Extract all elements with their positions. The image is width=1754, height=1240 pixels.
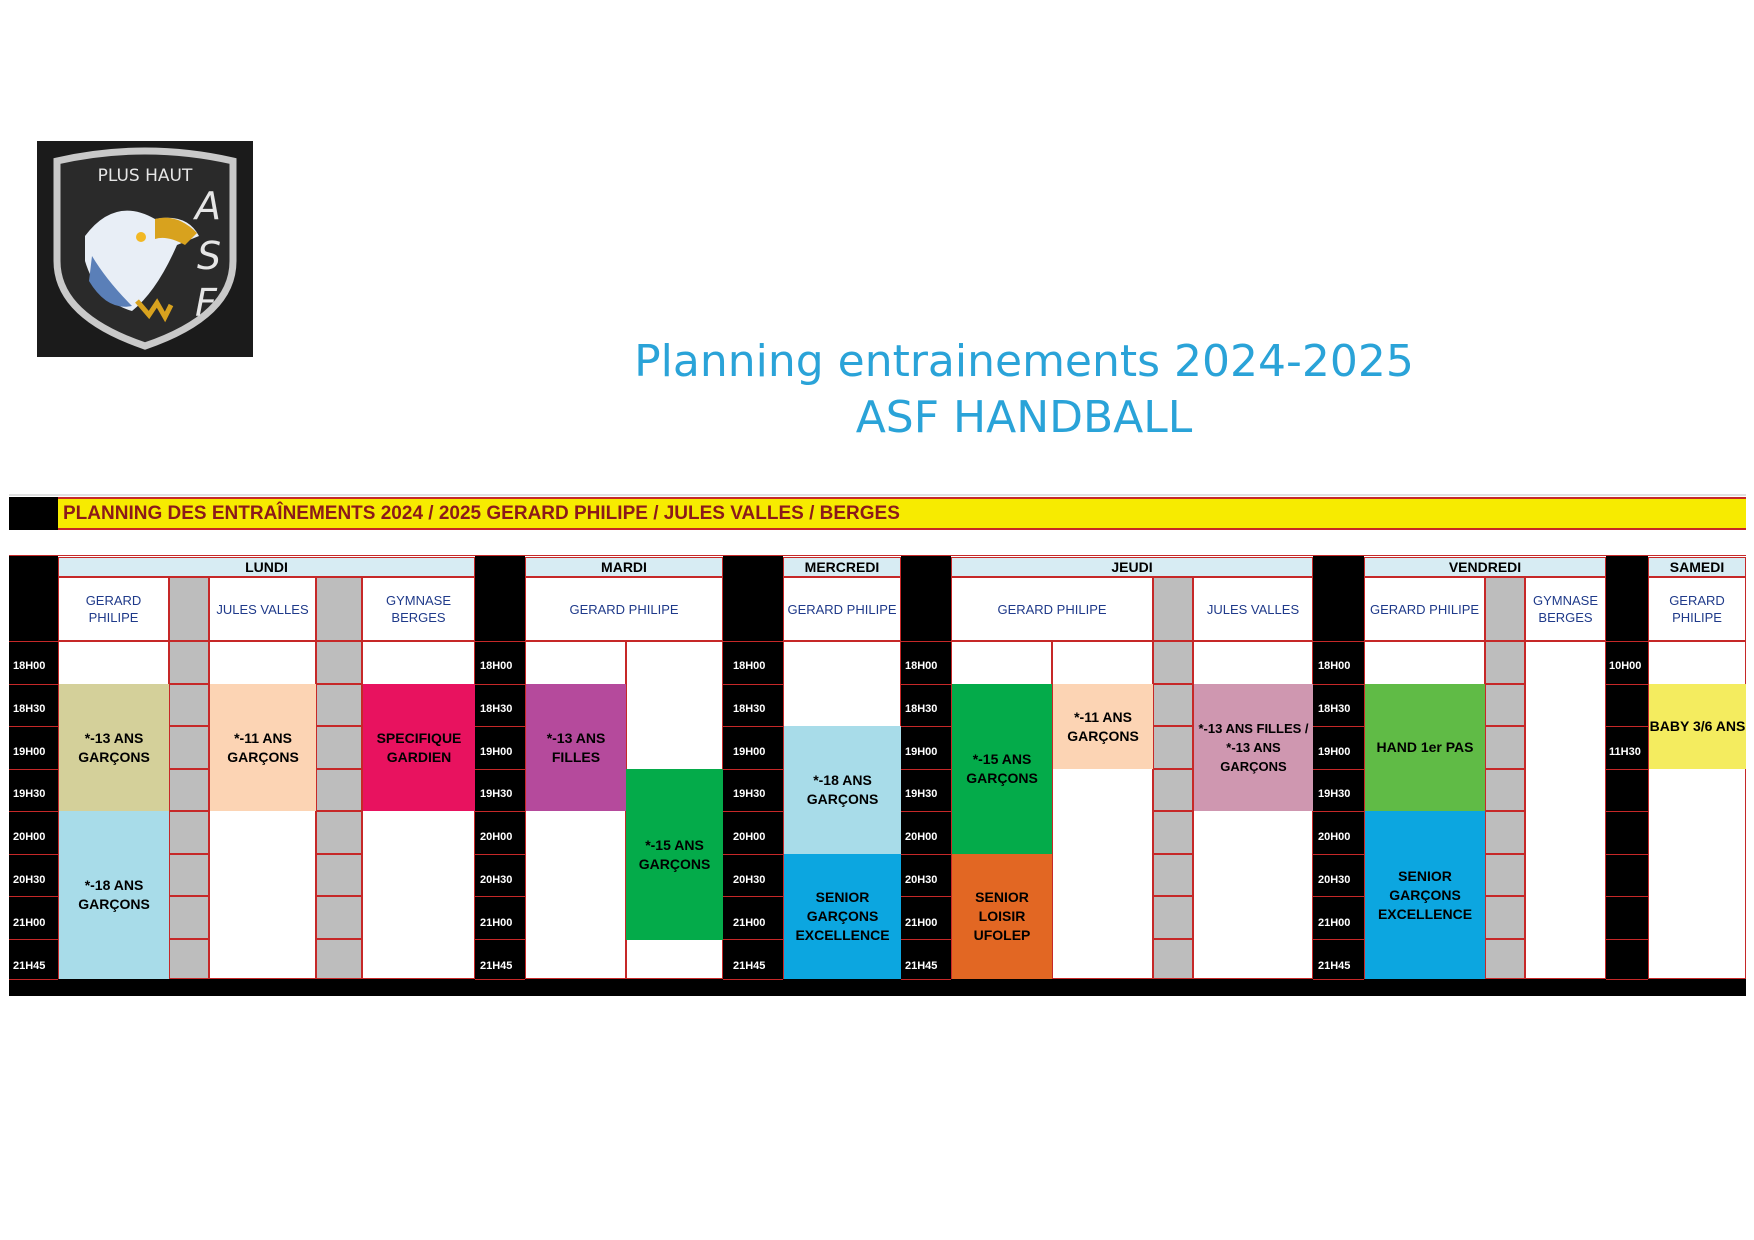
- grey-sep-cell: [1485, 641, 1525, 684]
- time-col-samedi: [1606, 556, 1648, 996]
- grey-sep-cell: [169, 684, 209, 726]
- grid-line: [475, 684, 525, 685]
- time-label: 21H45: [13, 960, 46, 972]
- venue-vendredi-gerard: GERARD PHILIPE: [1364, 577, 1485, 641]
- venue-lundi-jules: JULES VALLES: [209, 577, 316, 641]
- time-label: 19H30: [905, 788, 938, 800]
- grid-line: [723, 811, 783, 812]
- grid-line: [1313, 726, 1364, 727]
- venue-samedi-gerard: GERARD PHILIPE: [1648, 577, 1746, 641]
- bottom-black-row: [9, 979, 1746, 996]
- time-label: 19H00: [733, 746, 766, 758]
- grey-sep-cell: [1485, 939, 1525, 979]
- session-lundi-13g: *-13 ANS GARÇONS: [59, 684, 169, 811]
- session-mercredi-18g: *-18 ANS GARÇONS: [784, 726, 901, 854]
- time-label: 21H00: [13, 917, 46, 929]
- grey-sep-cell: [1485, 726, 1525, 769]
- time-label: 19H30: [733, 788, 766, 800]
- grid-line: [723, 939, 783, 940]
- time-label: 21H45: [905, 960, 938, 972]
- grey-sep: [1153, 577, 1193, 641]
- venue-mardi-gerard: GERARD PHILIPE: [525, 577, 723, 641]
- grey-sep-cell: [169, 896, 209, 939]
- grey-sep-cell: [1153, 811, 1193, 854]
- grey-sep-cell: [1153, 726, 1193, 769]
- grid-line: [475, 896, 525, 897]
- day-jeudi: JEUDI: [951, 557, 1313, 577]
- grey-sep-cell: [169, 939, 209, 979]
- time-label: 19H00: [480, 746, 513, 758]
- grid-line: [9, 726, 58, 727]
- grid-line: [9, 684, 58, 685]
- grid-line: [1606, 684, 1648, 685]
- day-vendredi: VENDREDI: [1364, 557, 1606, 577]
- grey-sep-cell: [169, 811, 209, 854]
- time-col-lundi: [9, 556, 58, 996]
- session-vendredi-senior: SENIOR GARÇONS EXCELLENCE: [1365, 811, 1485, 979]
- time-label: 21H00: [905, 917, 938, 929]
- grid-line: [901, 726, 951, 727]
- grid-line: [901, 641, 951, 642]
- divider: [9, 555, 1746, 556]
- grey-sep-cell: [316, 896, 362, 939]
- time-label: 20H30: [733, 874, 766, 886]
- grey-sep-cell: [169, 769, 209, 811]
- time-label: 19H00: [905, 746, 938, 758]
- grid-line: [1606, 769, 1648, 770]
- grid-line: [1606, 939, 1648, 940]
- banner-black-cell: [9, 497, 58, 530]
- grid-line: [1313, 641, 1364, 642]
- time-label: 18H00: [733, 660, 766, 672]
- grid-line: [1606, 641, 1648, 642]
- time-label: 18H00: [13, 660, 46, 672]
- time-label: 18H30: [905, 703, 938, 715]
- grey-sep-cell: [1153, 684, 1193, 726]
- grid-line: [9, 854, 58, 855]
- grey-sep-cell: [169, 726, 209, 769]
- grid-line: [1313, 811, 1364, 812]
- time-label: 18H30: [480, 703, 513, 715]
- grey-sep-cell: [1485, 896, 1525, 939]
- logo-text: PLUS HAUT: [97, 166, 193, 186]
- time-label: 21H45: [480, 960, 513, 972]
- grid-line: [723, 684, 783, 685]
- grid-line: [723, 979, 783, 980]
- grey-sep-cell: [1485, 684, 1525, 726]
- time-label: 21H45: [733, 960, 766, 972]
- grey-sep-cell: [316, 726, 362, 769]
- venue-lundi-gerard: GERARD PHILIPE: [58, 577, 169, 641]
- planning-banner: PLANNING DES ENTRAÎNEMENTS 2024 / 2025 GERARD PHILIPE / JULES VALLES / BERGES: [58, 497, 1746, 530]
- time-label: 20H00: [13, 831, 46, 843]
- grid-line: [901, 811, 951, 812]
- grid-line: [475, 854, 525, 855]
- grid-line: [901, 684, 951, 685]
- time-label: 20H30: [905, 874, 938, 886]
- grey-sep-cell: [316, 854, 362, 896]
- grey-sep-cell: [1153, 769, 1193, 811]
- day-mardi: MARDI: [525, 557, 723, 577]
- time-label: 19H00: [1318, 746, 1351, 758]
- grid-line: [1606, 979, 1648, 980]
- time-label: 21H00: [1318, 917, 1351, 929]
- grey-sep: [1485, 577, 1525, 641]
- grid-line: [1606, 726, 1648, 727]
- grid-line: [723, 896, 783, 897]
- session-mardi-15g: *-15 ANS GARÇONS: [626, 769, 723, 940]
- grey-sep-cell: [1153, 939, 1193, 979]
- time-label: 20H30: [1318, 874, 1351, 886]
- time-label: 21H00: [480, 917, 513, 929]
- time-col-vendredi: [1313, 556, 1364, 996]
- grey-sep-cell: [1153, 641, 1193, 684]
- sheet-header-strip: [9, 494, 1746, 496]
- session-mardi-13f: *-13 ANS FILLES: [526, 684, 626, 811]
- time-label: 18H00: [480, 660, 513, 672]
- time-label: 20H00: [733, 831, 766, 843]
- grid-line: [1606, 811, 1648, 812]
- venue-vendredi-berges: GYMNASE BERGES: [1525, 577, 1606, 641]
- grid-line: [723, 641, 783, 642]
- grey-sep-cell: [169, 854, 209, 896]
- grid-line: [901, 769, 951, 770]
- venue-mercredi-gerard: GERARD PHILIPE: [783, 577, 901, 641]
- grey-sep-cell: [1485, 811, 1525, 854]
- venue-jeudi-gerard: GERARD PHILIPE: [951, 577, 1153, 641]
- grid-line: [475, 726, 525, 727]
- time-label: 18H00: [1318, 660, 1351, 672]
- time-col-mercredi: [723, 556, 783, 996]
- grid-line: [1606, 896, 1648, 897]
- grid-line: [723, 854, 783, 855]
- grid-line: [1313, 896, 1364, 897]
- empty-cells: [1525, 641, 1606, 979]
- grid-line: [1313, 979, 1364, 980]
- grey-sep: [316, 577, 362, 641]
- grid-line: [723, 769, 783, 770]
- grid-line: [1313, 684, 1364, 685]
- session-lundi-gardien: SPECIFIQUE GARDIEN: [363, 684, 475, 811]
- venue-jeudi-jules: JULES VALLES: [1193, 577, 1313, 641]
- grid-line: [9, 979, 58, 980]
- time-label: 21H45: [1318, 960, 1351, 972]
- time-label: 18H30: [1318, 703, 1351, 715]
- grey-sep-cell: [1153, 896, 1193, 939]
- day-lundi: LUNDI: [58, 557, 475, 577]
- time-label-samedi: 10H00: [1609, 660, 1642, 672]
- day-samedi: SAMEDI: [1648, 557, 1746, 577]
- grid-line: [1313, 854, 1364, 855]
- grey-sep: [169, 577, 209, 641]
- grid-line: [901, 854, 951, 855]
- grey-sep-cell: [1485, 769, 1525, 811]
- session-jeudi-11g: *-11 ANS GARÇONS: [1053, 684, 1153, 769]
- grid-line: [901, 939, 951, 940]
- grid-line: [475, 939, 525, 940]
- page-title-line2: ASF HANDBALL: [855, 392, 1193, 443]
- grey-sep-cell: [1485, 854, 1525, 896]
- session-lundi-11g: *-11 ANS GARÇONS: [210, 684, 316, 811]
- time-col-mardi: [475, 556, 525, 996]
- grey-sep-cell: [316, 769, 362, 811]
- time-label: 20H30: [13, 874, 46, 886]
- svg-text:A: A: [195, 184, 221, 228]
- grid-line: [901, 896, 951, 897]
- grid-line: [1313, 769, 1364, 770]
- page-title-line1: Planning entrainements 2024-2025: [634, 336, 1414, 387]
- grey-sep-cell: [316, 811, 362, 854]
- day-mercredi: MERCREDI: [783, 557, 901, 577]
- session-lundi-18g: *-18 ANS GARÇONS: [59, 811, 169, 979]
- grid-line: [1313, 939, 1364, 940]
- time-label: 20H00: [905, 831, 938, 843]
- grid-line: [475, 811, 525, 812]
- time-label: 19H30: [480, 788, 513, 800]
- grid-line: [9, 939, 58, 940]
- grid-line: [9, 896, 58, 897]
- time-label: 19H30: [13, 788, 46, 800]
- time-label: 20H00: [1318, 831, 1351, 843]
- time-label-samedi: 11H30: [1609, 746, 1641, 758]
- grid-line: [901, 979, 951, 980]
- grey-sep-cell: [316, 939, 362, 979]
- time-label: 19H00: [13, 746, 46, 758]
- session-vendredi-hand: HAND 1er PAS: [1365, 684, 1485, 811]
- svg-text:S: S: [197, 234, 222, 278]
- time-label: 18H30: [13, 703, 46, 715]
- grid-line: [475, 641, 525, 642]
- time-label: 20H30: [480, 874, 513, 886]
- session-samedi-baby: BABY 3/6 ANS: [1649, 684, 1746, 769]
- grid-line: [9, 769, 58, 770]
- grid-line: [475, 769, 525, 770]
- grey-sep-cell: [316, 684, 362, 726]
- svg-text:F: F: [195, 281, 217, 325]
- session-jeudi-loisir: SENIOR LOISIR UFOLEP: [952, 854, 1052, 979]
- grid-line: [9, 641, 58, 642]
- grid-line: [723, 726, 783, 727]
- time-label: 18H00: [905, 660, 938, 672]
- grey-sep-cell: [316, 641, 362, 684]
- grid-line: [475, 979, 525, 980]
- session-mercredi-senior: SENIOR GARÇONS EXCELLENCE: [784, 854, 901, 979]
- grey-sep-cell: [169, 641, 209, 684]
- time-label: 19H30: [1318, 788, 1351, 800]
- venue-lundi-berges: GYMNASE BERGES: [362, 577, 475, 641]
- grey-sep-cell: [1153, 854, 1193, 896]
- time-label: 20H00: [480, 831, 513, 843]
- time-label: 21H00: [733, 917, 766, 929]
- time-col-jeudi: [901, 556, 951, 996]
- grid-line: [9, 811, 58, 812]
- session-jeudi-13fg: *-13 ANS FILLES / *-13 ANS GARÇONS: [1194, 684, 1313, 811]
- session-jeudi-15g: *-15 ANS GARÇONS: [952, 684, 1052, 854]
- grid-line: [1606, 854, 1648, 855]
- time-label: 18H30: [733, 703, 766, 715]
